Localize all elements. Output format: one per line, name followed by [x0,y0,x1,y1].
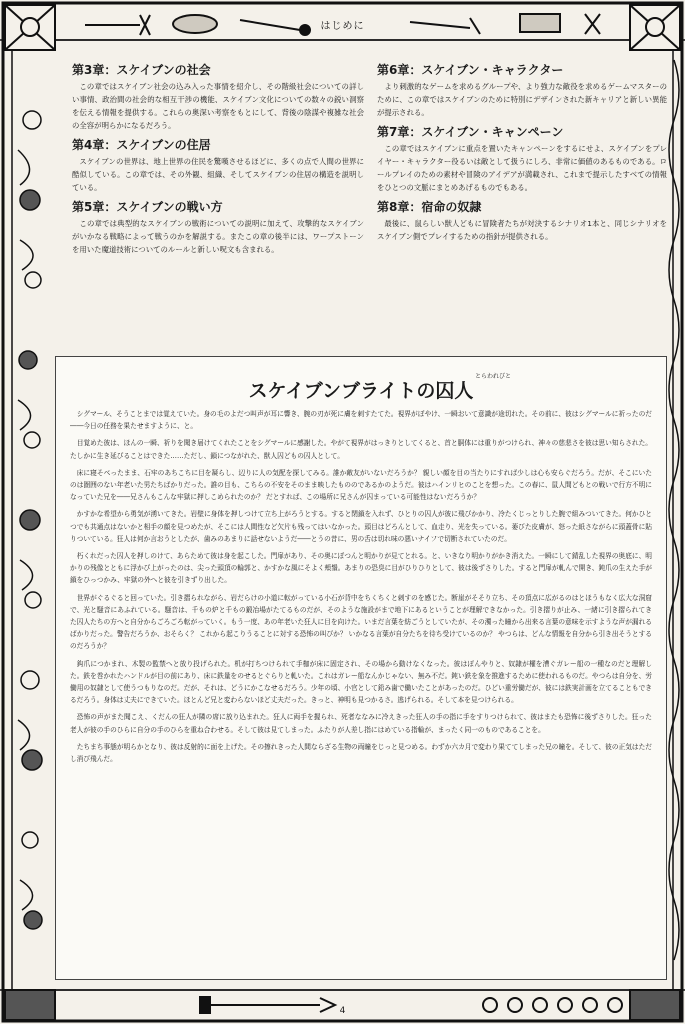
chapter-section [72,137,364,194]
chapter-heading: 第6章：スケイブン・キャラクター [377,63,564,77]
left-column [72,62,364,261]
story-paragraph: シグマール、そうことまでは覚えていた。身の毛のよだつ叫声が耳に響き、腕の刃が死に膚を刺すたてた。視界がぼやけ、一瞬おいて意識が途切れた。その前に、彼はシグマールに祈ったのだ――今日の任務を果たせますように、と。 [70,410,652,431]
chapter-section [377,124,667,194]
chapter-heading: 第3章：スケイブンの社会 [72,63,211,77]
chapter-section [377,199,667,243]
story-paragraph: たちまち事態が明らかとなり、彼は反射的に面を上げた。その擦れきった人間ならざる生物の両瞳をじっと見つめる。わずか六カ月で変わり果ててしまった兄の瞳を。そして、彼の正気はただし消び飛んだ。 [70,742,652,764]
story-title: スケイブンブライトの囚人 [248,380,474,402]
chapter-section [377,62,667,119]
story-paragraph: 朽くれだった囚人を押しのけて、あらためて彼は身を起こした。門扉があり、その奥にぼつんと明かりが見てとれる。と、いきなり明かりがかき消えた。一瞬にして錆乱した視界の奥底に、明かりの残像とともに浮かび上がったのは、尖った頭頂の輪郭と、かすかな風にそよく頬鬚。あまりの恐臭に目がひりひりとして、彼は後ずさりした。すると門扉が軋んで開き、鈍爪の生えた手が鎖をひっつかみ、牢獄の外へと彼を引きずり出した。 [70,552,652,585]
chapter-description: スケイブンの世界は、地上世界の住民を驚嘆させるほどに、多くの点で人間の世界に酷似している。この章では、その外観、組織、そしてスケイブンの住居の構造を説明している。 [72,157,364,192]
story-paragraph: 恐怖の声がまた聞こえ、くだんの狂人が隣の席に放り込まれた。狂人に両手を握られ、死者ななみに冷えきった狂人の手の指に手をすりつけられて、彼はまたも恐怖に後ずさりした。狂った老人が彼の手のひらに自分の手のひらを重ね合わせる。そして彼は見てしまった。ふたりが人差し指にはめている指輪が、まったく同一のものであることを。 [70,713,652,734]
story-paragraph: 床に寝そべったまま、石牢のあちこちに目を凝らし、辺りに人の気配を探してみる。誰か敵友がいないだろうか？ 親しい顔を目の当たりにすれば少しは心も安らぐだろう。だが、そこにいたのは圏囲のない年老いた男たちばかりだった。誰の目も、こちらの不安をそのまま映したもののであるかのようだ。彼はハインリヒのことを想った。この春に、鼠人間どもとの戦いで行方不明になっていた兄を――兄さんもこんな牢獄に押しこめられたのか？ だとすれば、この場所に兄さんが囚まっている可能性はないだろうか？ [70,468,652,502]
story-paragraph: 世界がぐるぐると回っていた。引き摺られながら、岩だらけの小道に転がっている小石が背中をちくちくと刺すのを感じた。断崖がそそり立ち、その頂点に広がるのはとほうもなく広大な洞窟で、光と騒音にあふれている。騒音は、千もの炉と千もの鍛冶場がたてるものだが、そのような施設がまで地下にあるということが理解できなかった。引き摺りが止み、一緒に引き摺られてきた囚人たちの方へと自分からごろごろ転がっていく。もう一度、あの年老いた狂人に目を向けた。いまだ言葉を紡ごうとしていたが、その濁った瞳から出来る言葉の意味を示すような声が漏れるばかりだった。警告だろうか、おそらく？ これから起こりうることに対する恐怖の叫びか？ いかなる言葉が自分たちを待ち受けているのか？ やつらは、どんな情報を自分から引き出そうとするのだろうか？ [70,593,652,651]
chapter-section [72,199,364,256]
title-ruby: とらわれびと [474,373,511,380]
chapter-description: 最後に、鼠らしい獣人どもに冒険者たちが対決するシナリオ1本と、同じシナリオをスケイブン側でプレイするための指針が提供される。 [377,219,667,241]
chapter-heading: 第4章：スケイブンの住居 [72,138,211,152]
chapter-heading: 第5章：スケイブンの戦い方 [72,200,223,214]
story-paragraph: 鈎爪につかまれ、木製の監禁へと放り投げられた。机が打ちつけられて手枷が床に固定され、その場から動けなくなった。彼はぽんやりと、奴隷が櫂を漕ぐガレー船の一種なのだと理解した。鉄を巻かれたハンドルが目の前にあり、床に鉄量をのせるとぐらりと軋いた。これはガレー船なんかじゃない、無み不だ。鈍い鉄を象を推進するために使われるものだ。やつらは自分を、労働用の奴隷として使うつもりなのだ。だが、それは、どうにかこなせるだろう。少年の頃、小官として鉛み歯で働いたことがあったのだ。ひどい重労働だが、彼には鉄実計画を立てることもできるだろう。身体は丈夫にできていた。ほとんど兄と変わらないほど丈夫だった。きっと、神明も見つかるさ。逃げられる。そして本を見つけられる。 [70,659,652,705]
chapter-description: より刺激的なゲームを求めるグループや、より強力な敵役を求めるゲームマスターのために、この章ではスケイブンのために特別にデザインされた新キャリアと新しい異能が提示される。 [377,82,667,117]
chapter-heading: 第7章：スケイブン・キャンペーン [377,125,564,139]
story-paragraph: かすかな希望から勇気が湧いてきた。岩壁に身体を押しつけて立ち上がろうとする。すると閉鎖を入れず、ひとりの囚人が彼に飛びかかり、冷たくじっとりした腕で組みついてきた。何かひとつでも共通点はないかと相手の顔を見つめたが、そこには人間性など欠片も残ってはいなかった。頭目はどろんとして、血走り、光を失っている。萎びた皮膚が、怒った紙さながらに頭蓋骨に貼りついている。狂人は何か言おうとしたが、歯みのあまりに話せないようだ――とうの昔に、男の舌は切れ味の悪いナイフで切断されていたのだ。 [70,510,652,543]
page-number: 4 [339,1006,346,1016]
running-header: はじめに [320,21,365,32]
chapter-heading: 第8章：宿命の奴隷 [377,200,482,214]
chapter-description: この章ではスケイブン社会の込み入った事情を紹介し、その階級社会についての詳しい事情、政治間の社会的な相互干渉の機能、スケイブン文化についての数々の鋭い洞察を伝える情報を提供する。これらの奥深い考察をもとにして、背後の陰謀や複雑な社会の全容が明らかになるだろう。 [72,82,364,130]
chapter-section [72,62,364,132]
right-column [377,62,667,248]
story-title-block [70,373,652,402]
chapter-description: この章では典型的なスケイブンの戦術についての説明に加えて、攻撃的なスケイブンがいかなる戦略によって戦うのかを解説する。またこの章の後半には、ワープストーンを用いた魔道技術についてのルールと新しい呪文も含まれる。 [72,219,364,254]
story-paragraph: 目覚めた彼は、ほんの一瞬、祈りを聞き届けてくれたことをシグマールに感謝した。やがて視界がはっきりとしてくると、首と胴体には重りがつけられ、神々の慈悲さを彼は思い知らされた。たしかに生き延びることはできた……ただし、鎖につながれた、獣人囚どもの囚人として。 [70,439,652,460]
chapter-description: この章ではスケイブンに重点を置いたキャンペーンをするにせよ、スケイブンをプレイヤー・キャラクター役るいは敵として扱うにしろ、非常に価値のあるものである。ロールプレイのための素材や冒険のアイデアが満載され、これまで提示したすべての情報をひとつの文脈にまとめあげるものでもある。 [377,144,667,192]
story-box [55,356,667,980]
